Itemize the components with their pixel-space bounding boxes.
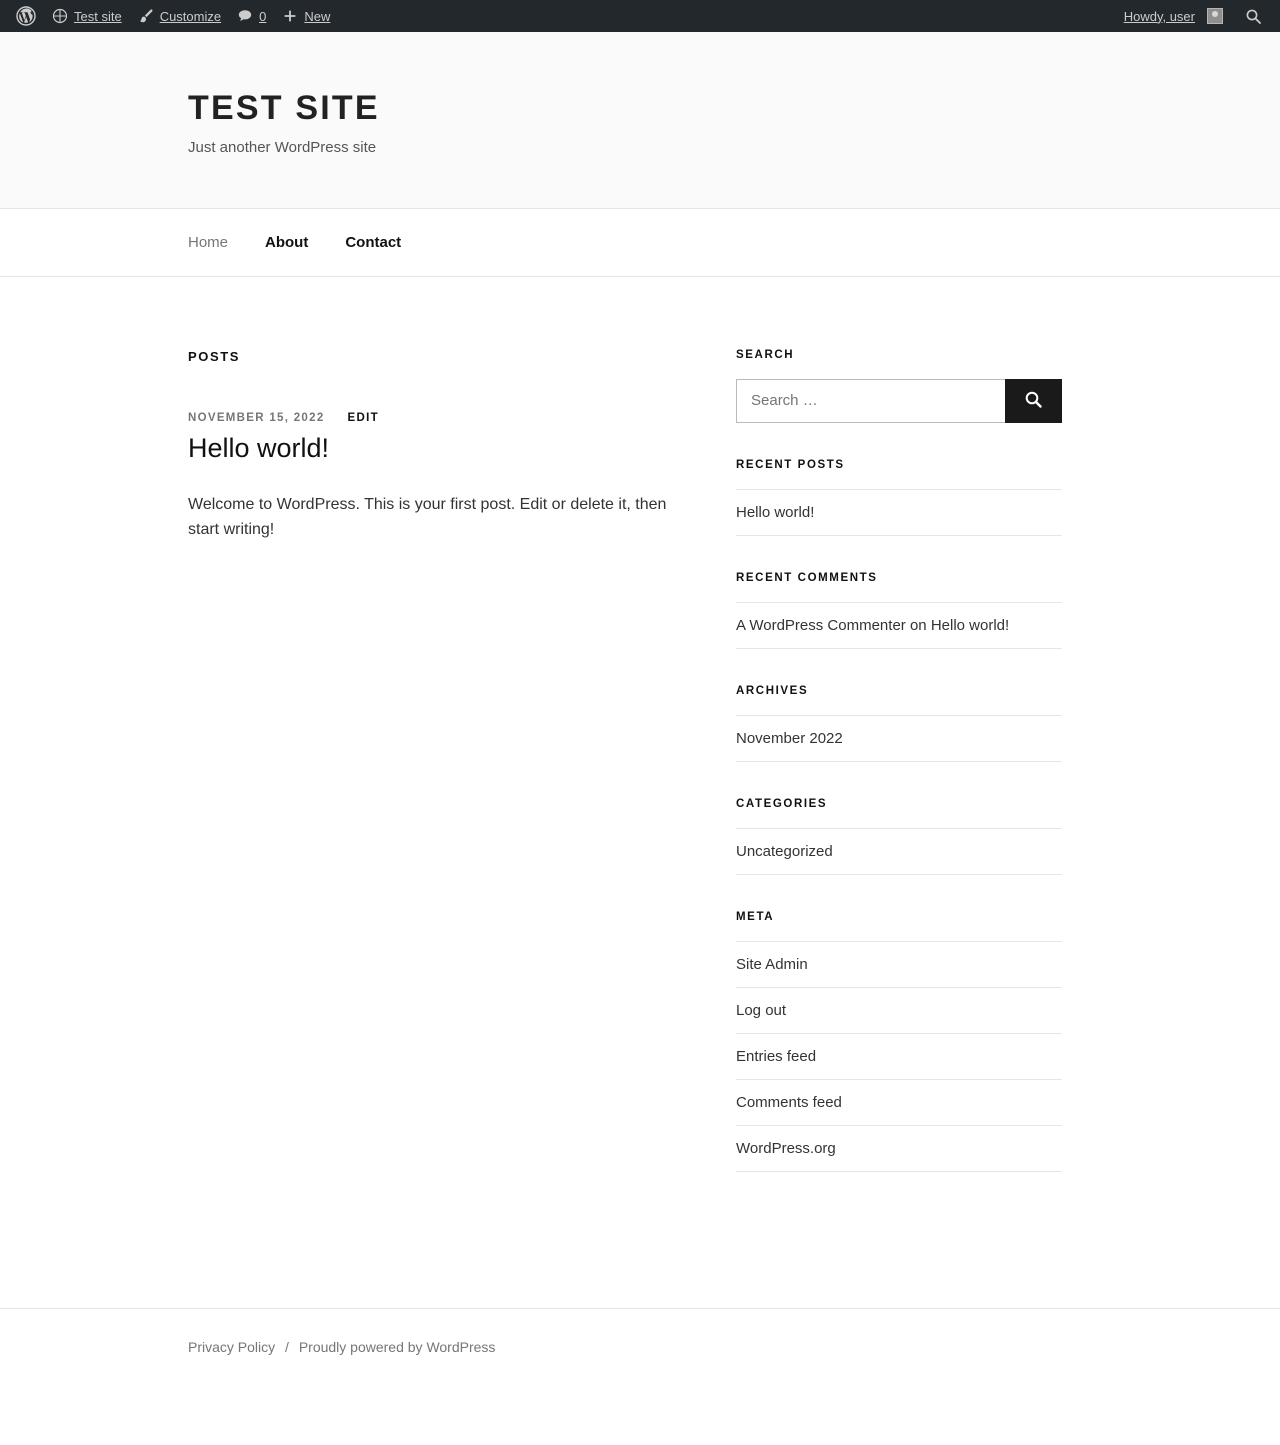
- widget-search-title: SEARCH: [736, 348, 795, 361]
- paintbrush-icon: [138, 8, 154, 24]
- meta-link-wordpress-org[interactable]: WordPress.org: [736, 1139, 836, 1157]
- post-edit-link[interactable]: EDIT: [347, 411, 379, 424]
- list-item: [736, 489, 1062, 536]
- privacy-policy-link[interactable]: Privacy Policy: [188, 1338, 276, 1355]
- widget-recent-posts: [736, 459, 1062, 536]
- recent-post-link[interactable]: Hello world!: [736, 503, 815, 521]
- wordpress-logo-button[interactable]: [8, 0, 44, 32]
- widget-meta: [736, 911, 1062, 1172]
- admin-bar-search-button[interactable]: [1231, 0, 1272, 32]
- avatar: [1207, 8, 1223, 24]
- site-header: [0, 32, 1280, 209]
- main-content: [188, 349, 736, 543]
- list-item: [736, 828, 1062, 875]
- wordpress-logo-icon: [16, 6, 36, 26]
- meta-link-comments-feed[interactable]: Comments feed: [736, 1093, 842, 1111]
- widget-recent-comments-title: RECENT COMMENTS: [736, 571, 878, 584]
- archive-link[interactable]: November 2022: [736, 729, 843, 747]
- posts-section-label: POSTS: [188, 348, 241, 364]
- widget-categories-title: CATEGORIES: [736, 797, 828, 810]
- admin-bar-customize-label: Customize: [159, 8, 222, 24]
- list-item: [736, 1079, 1062, 1125]
- comment-author-link[interactable]: A WordPress Commenter: [736, 616, 906, 634]
- plus-icon: [282, 8, 298, 24]
- admin-bar-customize[interactable]: [130, 0, 229, 32]
- archives-list: [736, 715, 1062, 762]
- admin-bar-new-label: New: [304, 8, 331, 24]
- meta-link-entries-feed[interactable]: Entries feed: [736, 1047, 817, 1065]
- admin-bar-comments[interactable]: [229, 0, 274, 32]
- list-item: [736, 715, 1062, 762]
- admin-bar-right-group: [1116, 0, 1272, 32]
- post-excerpt: Welcome to WordPress. This is your first post. Edit or delete it, then start writing!: [188, 495, 667, 539]
- list-item: [736, 941, 1062, 987]
- comment-post-link[interactable]: Hello world!: [930, 616, 1010, 634]
- primary-navigation: [0, 209, 1280, 277]
- list-item: [736, 1033, 1062, 1079]
- widget-categories: [736, 798, 1062, 875]
- list-item: [736, 602, 1062, 649]
- widget-archives: [736, 685, 1062, 762]
- meta-list: [736, 941, 1062, 1172]
- nav-item-home[interactable]: Home: [188, 233, 229, 251]
- widget-archives-title: ARCHIVES: [736, 684, 809, 697]
- wp-admin-bar: [0, 0, 1280, 32]
- search-input[interactable]: [736, 379, 1005, 423]
- wordpress-credit-link[interactable]: Proudly powered by WordPress: [298, 1338, 496, 1355]
- post-meta: [188, 412, 686, 424]
- list-item: [736, 987, 1062, 1033]
- list-item: [736, 1125, 1062, 1172]
- widget-meta-title: META: [736, 910, 775, 923]
- admin-bar-new-content[interactable]: [274, 0, 338, 32]
- site-description: Just another WordPress site: [188, 138, 377, 156]
- categories-list: [736, 828, 1062, 875]
- admin-bar-site-name[interactable]: [44, 0, 130, 32]
- comment-on-word: on: [909, 616, 927, 634]
- recent-posts-list: [736, 489, 1062, 536]
- search-icon: [1024, 390, 1043, 412]
- dashboard-icon: [52, 8, 68, 24]
- recent-comments-list: [736, 602, 1062, 649]
- widget-search: [736, 349, 1062, 423]
- footer-separator: /: [285, 1338, 289, 1355]
- admin-bar-howdy-label: Howdy, user: [1123, 8, 1195, 24]
- site-footer: [0, 1308, 1280, 1385]
- category-link[interactable]: Uncategorized: [736, 842, 833, 860]
- search-icon: [1245, 8, 1262, 25]
- content-area: [188, 277, 1092, 1208]
- post-date-link[interactable]: NOVEMBER 15, 2022: [188, 411, 325, 424]
- post-title: [188, 432, 686, 466]
- comment-bubble-icon: [237, 8, 253, 24]
- sidebar: [736, 349, 1062, 1208]
- widget-recent-posts-title: RECENT POSTS: [736, 458, 845, 471]
- meta-link-site-admin[interactable]: Site Admin: [736, 955, 808, 973]
- post-article: [188, 412, 686, 543]
- page-title: [188, 88, 1092, 129]
- admin-bar-comments-count: 0: [259, 8, 267, 24]
- nav-item-contact[interactable]: Contact: [345, 233, 402, 251]
- meta-link-log-out[interactable]: Log out: [736, 1001, 787, 1019]
- admin-bar-site-name-label: Test site: [74, 8, 122, 24]
- search-form: [736, 379, 1062, 423]
- post-content: [188, 492, 686, 543]
- search-submit-button[interactable]: [1005, 379, 1062, 423]
- widget-recent-comments: [736, 572, 1062, 649]
- admin-bar-my-account[interactable]: [1116, 0, 1231, 32]
- site-title-link[interactable]: TEST SITE: [188, 89, 380, 127]
- nav-item-about[interactable]: About: [265, 233, 309, 251]
- post-title-link[interactable]: Hello world!: [188, 432, 330, 463]
